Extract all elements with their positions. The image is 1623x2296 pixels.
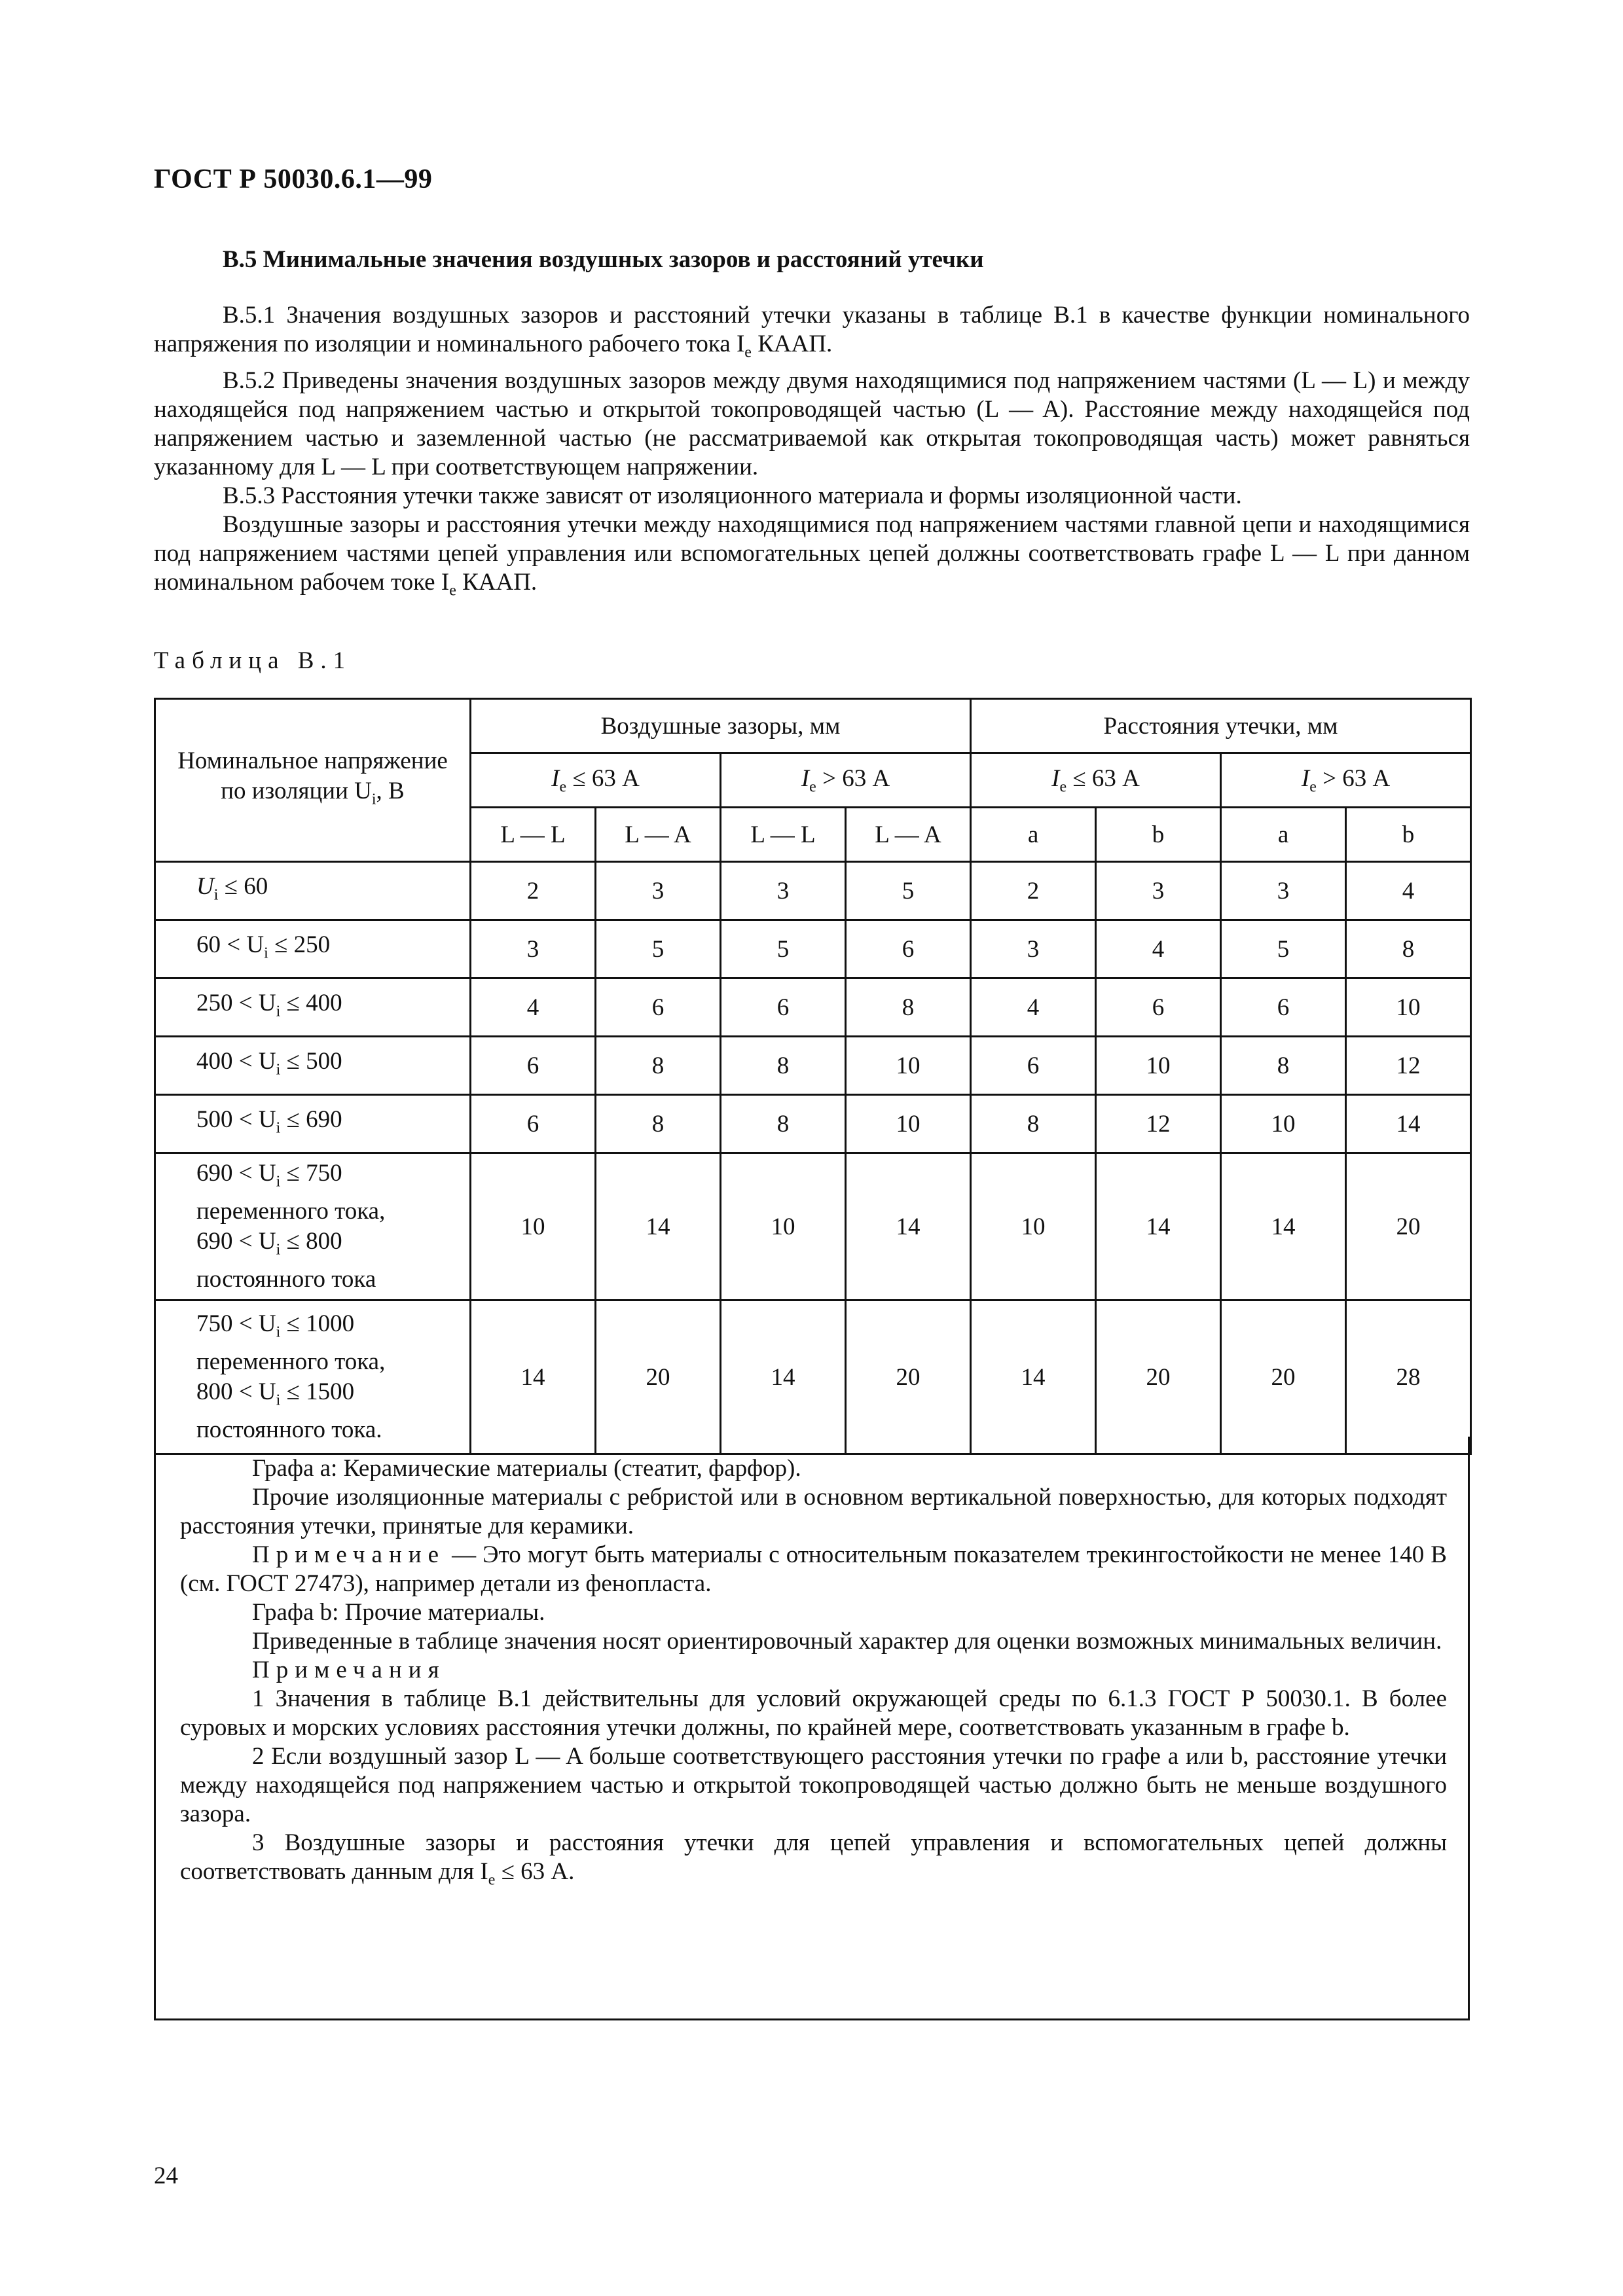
table-cell: 3: [1221, 862, 1346, 920]
table-cell: 3: [971, 920, 1096, 978]
table-cell: 5: [846, 862, 971, 920]
table-cell: 4: [1346, 862, 1471, 920]
header-air-gaps: Воздушные зазоры, мм: [471, 699, 971, 753]
header-creep-le63: $I_e \le 63$ А: [971, 753, 1221, 808]
table-cell: 14: [1346, 1095, 1471, 1153]
section-title: В.5 Минимальные значения воздушных зазоров и расстояний утечки: [223, 246, 984, 273]
table-cell: 5: [596, 920, 721, 978]
table-cell: 2: [471, 862, 596, 920]
table-cell: 10: [471, 1153, 596, 1300]
notes-heading: Примечания: [252, 1657, 446, 1683]
table-cell: 10: [1096, 1037, 1221, 1095]
table-row: [155, 920, 1471, 978]
table-cell: 6: [596, 978, 721, 1037]
note-approximate: Приведенные в таблице значения носят ориентировочный характер для оценки возможных минимальных величин.: [252, 1628, 1442, 1655]
note-3: 3 Воздушные зазоры и расстояния утечки для цепей управления и вспомогательных цепей должны соответствовать данным для $I_e \le 63$ А.: [180, 1829, 1447, 1889]
table-cell: 20: [1221, 1300, 1346, 1454]
header-creepage: Расстояния утечки, мм: [971, 699, 1471, 753]
table-row: [155, 1095, 1471, 1153]
table-cell: 12: [1096, 1095, 1221, 1153]
table-cell: 20: [1096, 1300, 1221, 1454]
table-cell: 8: [721, 1095, 846, 1153]
table-cell: 20: [846, 1300, 971, 1454]
table-cell: 6: [471, 1037, 596, 1095]
table-row: [155, 1037, 1471, 1095]
table-cell: 5: [1221, 920, 1346, 978]
page-number: 24: [154, 2162, 178, 2189]
table-cell: 14: [721, 1300, 846, 1454]
note-remark: Примечание — Это могут быть материалы с относительным показателем трекингостойкости не менее 140 В (см. ГОСТ 27473), например детали из фенопласта.: [180, 1541, 1447, 1597]
table-cell: 4: [471, 978, 596, 1037]
header-air-gt63: $I_e > 63$ А: [721, 753, 971, 808]
table-cell: 14: [971, 1300, 1096, 1454]
table-row: [155, 862, 1471, 920]
table-notes: [180, 1454, 1447, 1894]
table-cell: 8: [846, 978, 971, 1037]
table-cell: 3: [471, 920, 596, 978]
note-column-a: Графа а: Керамические материалы (стеатит, фарфор).: [252, 1455, 801, 1482]
row-label: $U_i \le 60$: [155, 862, 471, 920]
paragraph-b52: В.5.2 Приведены значения воздушных зазоров между двумя находящимися под напряжением частями (L — L) и между находящейся под напряжением частью и открытой токопроводящей частью (L — A). Расстояние между находящейся под напряжением частью и заземленной частью (не рассматриваемой как открытая токопроводящая часть) может равняться указанному для L — L при соответствующем напряжении.: [154, 367, 1470, 481]
table-cell: 10: [971, 1153, 1096, 1300]
table-cell: 6: [471, 1095, 596, 1153]
table-cell: 3: [1096, 862, 1221, 920]
row-label: $690 < U_i \le 750$ переменного тока, $690 < U_i \le 800$ постоянного тока: [155, 1153, 471, 1300]
table-cell: 20: [596, 1300, 721, 1454]
table-cell: 3: [721, 862, 846, 920]
table-cell: 5: [721, 920, 846, 978]
table-cell: 20: [1346, 1153, 1471, 1300]
section-body: [154, 301, 1470, 605]
table-cell: 8: [1346, 920, 1471, 978]
table-cell: 14: [471, 1300, 596, 1454]
row-label: $60 < U_i \le 250$: [155, 920, 471, 978]
table-row: [155, 1300, 1471, 1454]
table-cell: 6: [846, 920, 971, 978]
table-cell: 8: [971, 1095, 1096, 1153]
subheader-cell: b: [1346, 808, 1471, 862]
note-column-b: Графа b: Прочие материалы.: [252, 1599, 545, 1626]
row-label: $500 < U_i \le 690$: [155, 1095, 471, 1153]
table-cell: 6: [1221, 978, 1346, 1037]
table-cell: 6: [1096, 978, 1221, 1037]
subheader-cell: L — A: [846, 808, 971, 862]
row-label: $250 < U_i \le 400$: [155, 978, 471, 1037]
header-voltage: Номинальное напряжение по изоляции $U_i$, В: [155, 699, 471, 862]
table-cell: 10: [846, 1095, 971, 1153]
table-cell: 8: [721, 1037, 846, 1095]
note-other-insulation: Прочие изоляционные материалы с ребристой или в основном вертикальной поверхностью, для которых подходят расстояния утечки, принятые для керамики.: [180, 1484, 1447, 1539]
table-cell: 4: [1096, 920, 1221, 978]
table-caption: Таблица В.1: [154, 647, 352, 674]
table-cell: 3: [596, 862, 721, 920]
header-creep-gt63: $I_e > 63$ А: [1221, 753, 1471, 808]
subheader-cell: L — L: [721, 808, 846, 862]
document-code: ГОСТ Р 50030.6.1—99: [154, 164, 433, 194]
row-label: $400 < U_i \le 500$: [155, 1037, 471, 1095]
table-cell: 8: [596, 1095, 721, 1153]
subheader-cell: b: [1096, 808, 1221, 862]
subheader-cell: a: [1221, 808, 1346, 862]
table-row: [155, 978, 1471, 1037]
table-cell: 10: [1221, 1095, 1346, 1153]
table-cell: 6: [971, 1037, 1096, 1095]
table-cell: 10: [721, 1153, 846, 1300]
subheader-cell: L — L: [471, 808, 596, 862]
table-cell: 6: [721, 978, 846, 1037]
subheader-cell: L — A: [596, 808, 721, 862]
subheader-cell: a: [971, 808, 1096, 862]
note-2: 2 Если воздушный зазор L — A больше соответствующего расстояния утечки по графе а или b, расстояние утечки между находящейся под напряжением частью и открытой токопроводящей частью должно быть не меньше воздушного зазора.: [180, 1743, 1447, 1827]
table-cell: 10: [846, 1037, 971, 1095]
table-cell: 2: [971, 862, 1096, 920]
header-air-le63: $I_e \le 63$ А: [471, 753, 721, 808]
table-cell: 14: [596, 1153, 721, 1300]
table-row: [155, 1153, 1471, 1300]
paragraph-b53: В.5.3 Расстояния утечки также зависят от изоляционного материала и формы изоляционной части.: [223, 482, 1242, 510]
table-cell: 28: [1346, 1300, 1471, 1454]
paragraph-b51: В.5.1 Значения воздушных зазоров и расстояний утечки указаны в таблице В.1 в качестве функции номинального напряжения по изоляции и номинального рабочего тока $I_e$ КААП.: [154, 302, 1470, 361]
table-cell: 8: [596, 1037, 721, 1095]
note-1: 1 Значения в таблице В.1 действительны для условий окружающей среды по 6.1.3 ГОСТ Р 50030.1. В более суровых и морских условиях расстояния утечки должны, по крайней мере, соответствовать указанным в графе b.: [180, 1685, 1447, 1741]
table-cell: 10: [1346, 978, 1471, 1037]
table-cell: 12: [1346, 1037, 1471, 1095]
row-label: $750 < U_i \le 1000$ переменного тока, $800 < U_i \le 1500$ постоянного тока.: [155, 1300, 471, 1454]
clearance-table: [154, 698, 1472, 1455]
table-cell: 14: [1221, 1153, 1346, 1300]
table-cell: 4: [971, 978, 1096, 1037]
table-cell: 14: [1096, 1153, 1221, 1300]
table-cell: 8: [1221, 1037, 1346, 1095]
paragraph-clearances: Воздушные зазоры и расстояния утечки между находящимися под напряжением частями главной цепи и находящимися под напряжением частями цепей управления или вспомогательных цепей должны соответствовать графе L — L при данном номинальном рабочем токе $I_e$ КААП.: [154, 511, 1470, 600]
table-cell: 14: [846, 1153, 971, 1300]
